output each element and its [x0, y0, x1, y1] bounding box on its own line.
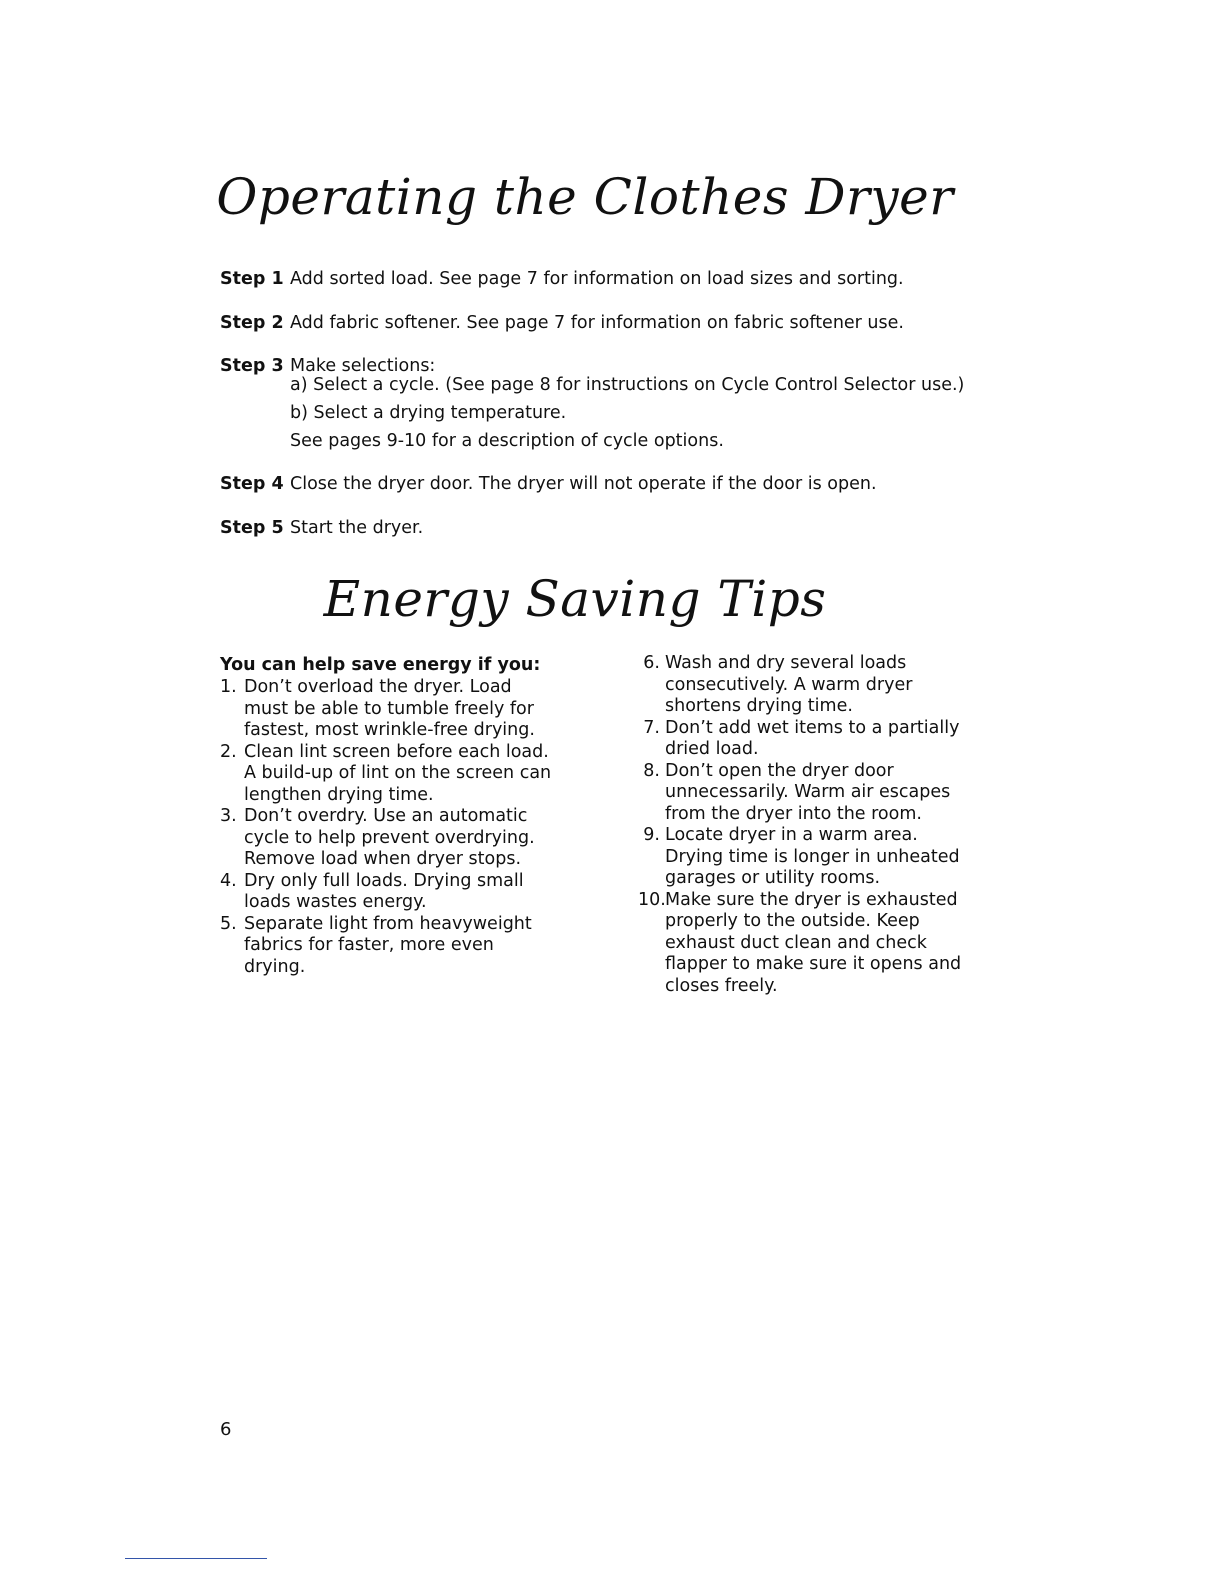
page-title: Operating the Clothes Dryer [216, 168, 954, 226]
step-1 [220, 268, 904, 290]
step-3-option-b: b) Select a drying temperature. [290, 403, 567, 423]
step-label: Step 4 [220, 474, 284, 494]
step-3-option-a: a) Select a cycle. (See page 8 for instructions on Cycle Control Selector use.) [290, 375, 965, 395]
section-title: Energy Saving Tips [323, 570, 827, 628]
list-item: 3. Don’t overdry. Use an automatic cycle to help prevent overdrying. Remove load when dryer stops. [220, 806, 535, 869]
step-text: Make selections: [290, 356, 436, 376]
list-item: 7. Don’t add wet items to a partially dried load. [643, 717, 960, 759]
step-text: Add sorted load. See page 7 for information on load sizes and sorting. [290, 269, 904, 289]
step-3-note: See pages 9-10 for a description of cycle options. [290, 431, 724, 451]
step-label: Step 1 [220, 269, 284, 289]
list-item: 8. Don’t open the dryer door unnecessarily. Warm air escapes from the dryer into the room. [643, 760, 951, 824]
tips-list-left [220, 677, 560, 978]
step-5 [220, 517, 423, 539]
step-text: Start the dryer. [290, 518, 424, 538]
list-item: 2. Clean lint screen before each load. A build-up of lint on the screen can lengthen drying time. [220, 741, 552, 805]
tips-intro: You can help save energy if you: [220, 655, 541, 675]
step-4 [220, 473, 877, 495]
footer-rule [125, 1558, 267, 1559]
step-2 [220, 312, 904, 334]
list-item: 10. Make sure the dryer is exhausted properly to the outside. Keep exhaust duct clean and check flapper to make sure it opens and closes freely. [638, 889, 962, 996]
list-item: 4. Dry only full loads. Drying small loads wastes energy. [220, 870, 524, 912]
list-item: 6. Wash and dry several loads consecutively. A warm dryer shortens drying time. [643, 653, 913, 716]
step-label: Step 2 [220, 313, 284, 333]
page-number: 6 [220, 1419, 232, 1440]
list-item: 1. Don’t overload the dryer. Load must be able to tumble freely for fastest, most wrinkle-free drying. [220, 677, 535, 740]
step-text: Close the dryer door. The dryer will not operate if the door is open. [290, 474, 877, 494]
step-label: Step 5 [220, 518, 284, 538]
list-item: 5. Separate light from heavyweight fabrics for faster, more even drying. [220, 913, 532, 977]
step-text: Add fabric softener. See page 7 for information on fabric softener use. [290, 313, 904, 333]
tips-list-right [640, 653, 970, 997]
step-label: Step 3 [220, 356, 284, 376]
list-item: 9. Locate dryer in a warm area. Drying time is longer in unheated garages or utility rooms. [643, 825, 960, 888]
